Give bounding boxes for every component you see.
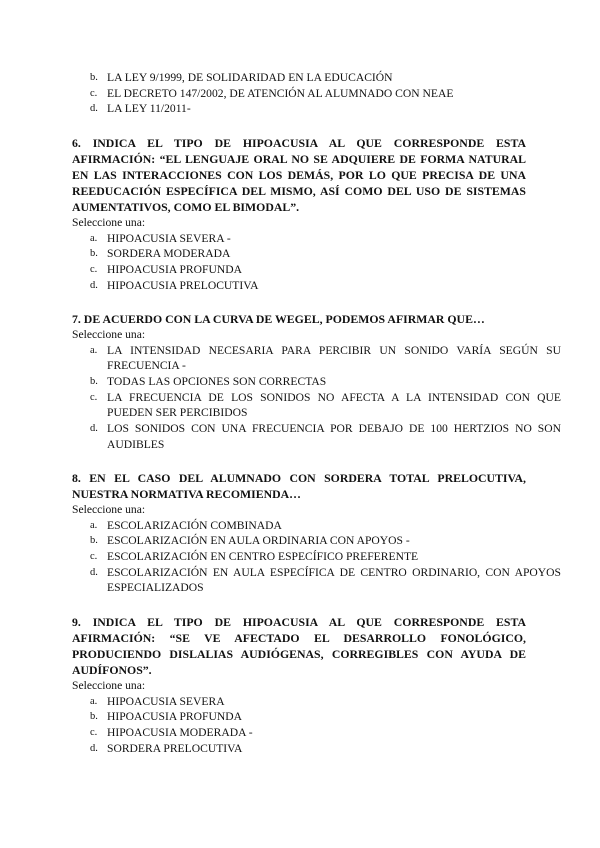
option-c[interactable] (72, 262, 561, 278)
option-letter: a. (90, 695, 98, 707)
question-7 (72, 311, 561, 452)
option-letter: c. (90, 550, 98, 562)
option-b[interactable] (72, 246, 561, 262)
question-title: 6. INDICA EL TIPO DE HIPOACUSIA AL QUE CORRESPONDE ESTA AFIRMACIÓN: “EL LENGUAJE ORAL NO SE ADQUIERE DE FORMA NATURAL EN LAS INTERACCIONES CON LOS DEMÁS, POR LO QUE PRECISA DE UNA REEDUCACIÓN ESPECÍFICA DEL MISMO, ASÍ COMO DEL USO DE SISTEMAS AUMENTATIVOS, COMO EL BIMODAL”. (72, 136, 526, 214)
option-letter: a. (90, 344, 98, 356)
option-letter: b. (90, 72, 98, 83)
option-d[interactable] (72, 101, 561, 117)
option-text: TODAS LAS OPCIONES SON CORRECTAS (107, 374, 327, 388)
question-8 (72, 470, 561, 596)
option-a[interactable] (72, 694, 561, 710)
select-label: Seleccione una: (72, 328, 146, 341)
option-letter: d. (90, 279, 98, 291)
option-a[interactable] (72, 343, 561, 374)
option-text: HIPOACUSIA MODERADA - (107, 725, 253, 739)
question-title: 9. INDICA EL TIPO DE HIPOACUSIA AL QUE CORRESPONDE ESTA AFIRMACIÓN: “SE VE AFECTADO EL DESARROLLO FONOLÓGICO, PRODUCIENDO DISLALIAS AUDIÓGENAS, CORREGIBLES CON AYUDA DE AUDÍFONOS”. (72, 615, 526, 677)
option-letter: c. (90, 391, 98, 403)
question-6 (72, 135, 526, 293)
option-letter: c. (90, 87, 98, 99)
option-text: ESCOLARIZACIÓN EN AULA ESPECÍFICA DE CENTRO ORDINARIO, CON APOYOS ESPECIALIZADOS (107, 565, 561, 595)
option-text: HIPOACUSIA PROFUNDA (107, 262, 242, 276)
option-letter: b. (90, 535, 98, 547)
option-text: HIPOACUSIA PROFUNDA (107, 710, 242, 724)
option-text: LA LEY 9/1999, DE SOLIDARIDAD EN LA EDUCACIÓN (107, 71, 393, 84)
option-text: SORDERA MODERADA (107, 247, 231, 261)
option-letter: d. (90, 742, 98, 754)
option-text: LA FRECUENCIA DE LOS SONIDOS NO AFECTA A LA INTENSIDAD CON QUE PUEDEN SER PERCIBIDOS (107, 390, 561, 420)
option-c[interactable] (72, 549, 561, 565)
option-text: HIPOACUSIA PRELOCUTIVA (107, 278, 259, 292)
options-list (72, 231, 526, 294)
option-d[interactable] (72, 741, 561, 757)
option-b[interactable] (72, 709, 561, 725)
option-text: HIPOACUSIA SEVERA (107, 694, 225, 708)
option-c[interactable] (72, 390, 561, 421)
option-text: EL DECRETO 147/2002, DE ATENCIÓN AL ALUMNADO CON NEAE (107, 86, 454, 100)
question-title: 7. DE ACUERDO CON LA CURVA DE WEGEL, PODEMOS AFIRMAR QUE… (72, 312, 485, 326)
select-label: Seleccione una: (72, 216, 146, 229)
option-a[interactable] (72, 518, 561, 534)
option-letter: a. (90, 519, 98, 531)
option-c[interactable] (72, 725, 561, 741)
option-letter: d. (90, 423, 98, 435)
select-label: Seleccione una: (72, 679, 146, 692)
option-text: LOS SONIDOS CON UNA FRECUENCIA POR DEBAJO DE 100 HERTZIOS NO SON AUDIBLES (107, 422, 561, 451)
option-letter: c. (90, 263, 98, 275)
option-letter: a. (90, 232, 98, 244)
option-a[interactable] (72, 231, 561, 247)
option-c[interactable] (72, 86, 561, 102)
option-letter: d. (90, 103, 98, 115)
option-b[interactable] (72, 70, 561, 86)
option-text: SORDERA PRELOCUTIVA (107, 741, 243, 755)
option-letter: c. (90, 726, 98, 738)
option-text: HIPOACUSIA SEVERA - (107, 231, 231, 245)
option-b[interactable] (72, 533, 561, 549)
options-list (72, 518, 561, 597)
question-9 (72, 614, 526, 756)
question-title: 8. EN EL CASO DEL ALUMNADO CON SORDERA TOTAL PRELOCUTIVA, NUESTRA NORMATIVA RECOMIENDA… (72, 471, 526, 501)
option-text: LA INTENSIDAD NECESARIA PARA PERCIBIR UN SONIDO VARÍA SEGÚN SU FRECUENCIA - (107, 343, 561, 373)
options-list (72, 694, 526, 757)
option-letter: d. (90, 566, 98, 578)
option-d[interactable] (72, 565, 561, 596)
option-b[interactable] (72, 374, 561, 390)
option-text: ESCOLARIZACIÓN EN CENTRO ESPECÍFICO PREFERENTE (107, 549, 419, 563)
option-letter: b. (90, 711, 98, 723)
option-text: ESCOLARIZACIÓN EN AULA ORDINARIA CON APOYOS - (107, 534, 410, 548)
select-label: Seleccione una: (72, 503, 146, 516)
option-d[interactable] (72, 421, 561, 452)
option-text: ESCOLARIZACIÓN COMBINADA (107, 518, 282, 532)
option-letter: b. (90, 375, 98, 387)
option-letter: b. (90, 248, 98, 260)
option-text: LA LEY 11/2011- (107, 102, 191, 116)
prev-question-options (0, 70, 561, 117)
option-d[interactable] (72, 278, 561, 294)
options-list (72, 343, 561, 453)
